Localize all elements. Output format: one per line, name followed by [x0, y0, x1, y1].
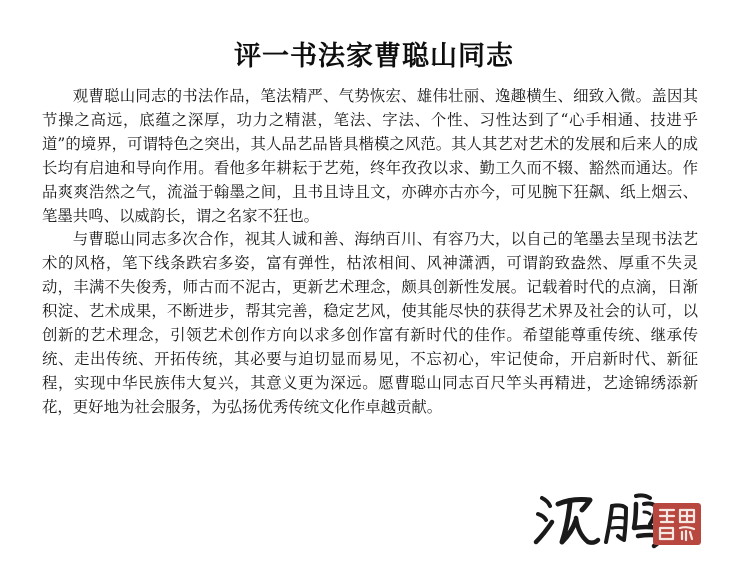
paragraph-2: 与曹聪山同志多次合作，视其人诚和善、海纳百川、有容乃大，以自己的笔墨去呈现书法艺术的风格，笔下线条跌宕多姿，富有弹性，枯浓相间、风神潇洒，可谓韵致盎然、厚重不失灵动，丰满不失俊秀，师古而不泥古，更新艺术理念，颇具创新性发展。记载着时代的点滴，日渐积淀、艺术成果，不断进步，帮其完善，稳定艺风，使其能尽快的获得艺术界及社会的认可，以创新的艺术理念，引领艺术创作方向以求多创作富有新时代的佳作。希望能尊重传统、继承传统、走出传统、开拓传统，其必要与迫切显而易见，不忘初心，牢记使命，开启新时代、新征程，实现中华民族伟大复兴，其意义更为深远。愿曹聪山同志百尺竿头再精进，艺途锦绣添新花，更好地为社会服务，为弘扬优秀传统文化作卓越贡献。 [42, 230, 698, 416]
red-seal-stamp [652, 502, 702, 546]
paragraph-1: 观曹聪山同志的书法作品，笔法精严、气势恢宏、雄伟壮丽、逸趣横生、细致入微。盖因其节操之高远，底蕴之深厚，功力之精湛，笔法、字法、个性、习性达到了“心手相通、技进乎道”的境界，可谓特色之突出，其人品艺品皆具楷模之风范。其人其艺对艺术的发展和后来人的成长均有启迪和导向作用。看他多年耕耘于艺苑，终年孜孜以求、勤工久而不辍、豁然而通达。作品爽爽浩然之气，流溢于翰墨之间，且书且诗且文，亦碑亦古亦今，可见腕下狂飙、纸上烟云、笔墨共鸣、以威韵长，谓之名家不狂也。 [42, 87, 698, 225]
document-title: 评一书法家曹聪山同志 [234, 41, 514, 72]
document-body [42, 85, 698, 420]
